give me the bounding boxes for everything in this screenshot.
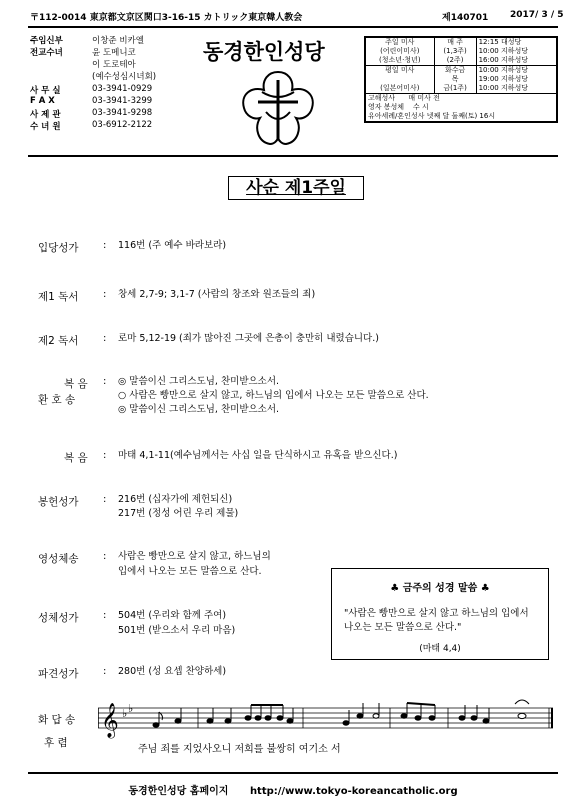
entry-line: 마태 4,1-11(예수님께서는 사십 일을 단식하시고 유혹을 받으신다.)	[118, 450, 398, 461]
info-value: 03-3941-0929	[92, 84, 153, 94]
sched-cell: 평일 미사 (일본어미사)	[366, 66, 435, 94]
entry-label: 파견성가	[38, 668, 79, 680]
info-value: 이 도로테아	[92, 60, 136, 70]
entry-line: ◎ 말씀이신 그리스도님, 찬미받으소서.	[118, 404, 280, 415]
entry-line: 입에서 나오는 모든 말씀으로 산다.	[118, 566, 262, 577]
entry-line: 116번 (주 예수 바라보라)	[118, 240, 227, 251]
entry-line: 217번 (정성 어린 우리 제물)	[118, 508, 239, 519]
svg-text:𝄞: 𝄞	[101, 703, 119, 738]
colon: :	[103, 551, 107, 562]
church-logo-icon	[236, 68, 320, 150]
info-value: 03-3941-9298	[92, 108, 153, 118]
church-name: 동경한인성당	[203, 40, 325, 64]
issue-date: 2017/ 3 / 5	[510, 10, 564, 20]
entry-label: 입당성가	[38, 242, 79, 254]
entry-line: 로마 5,12-19 (죄가 많아진 그곳에 은총이 충만히 내렸습니다.)	[118, 333, 379, 344]
colon: :	[103, 333, 107, 344]
refrain-lyrics: 주님 죄를 지었사오니 저희를 불쌍히 여기소 서	[138, 744, 341, 755]
refrain-label: 후 렴	[44, 737, 68, 749]
psalm-label: 화 답 송	[38, 714, 76, 726]
entry-line: ○ 사람은 빵만으로 살지 않고, 하느님의 입에서 나오는 모든 말씀으로 산다.	[118, 390, 429, 401]
weekly-word-reference: (마태 4,4)	[419, 644, 461, 654]
info-value: 03-3941-3299	[92, 96, 153, 106]
sched-cell: 고해성사 매 미사 전 영자 봉성체 수 시 유아세례/혼인성사 넷째 달 둘째(토) 16시	[366, 94, 557, 122]
colon: :	[103, 376, 107, 387]
church-address: 〒112-0014 東京都文京区関口3-16-15 カトリック東京韓人教会	[30, 13, 303, 23]
svg-text:♭: ♭	[128, 702, 134, 715]
issue-number: 제140701	[442, 13, 489, 23]
sched-cell: 10:00 지하성당 19:00 지하성당 10:00 지하성당	[476, 66, 556, 94]
info-value: 03-6912-2122	[92, 120, 153, 130]
homepage-label: 동경한인성당 홈페이지	[128, 786, 229, 797]
entry-label: 복 음	[64, 452, 88, 464]
sched-cell: 매 주 (1,3주) (2주)	[434, 38, 476, 66]
entry-label: 성체성가	[38, 612, 79, 624]
sched-cell: 주일 미사 (어린이미사) (청소년·청년)	[366, 38, 435, 66]
weekly-word-heading: ♣ 금주의 성경 말씀 ♣	[390, 583, 490, 594]
colon: :	[103, 450, 107, 461]
top-section-divider	[28, 155, 558, 157]
entry-label: 제1 독서	[38, 291, 79, 303]
entry-label: 제2 독서	[38, 335, 79, 347]
entry-label-sub: 환 호 송	[38, 394, 76, 406]
sched-cell: 12:15 대성당 10:00 지하성당 16:00 지하성당	[476, 38, 556, 66]
entry-line: 280번 (성 요셉 찬양하세)	[118, 666, 227, 677]
colon: :	[103, 240, 107, 251]
info-value: 윤 도메니코	[92, 48, 136, 58]
colon: :	[103, 494, 107, 505]
weekly-word-quote: "사람은 빵만으로 살지 않고 하느님의 입에서 나오는 모든 말씀으로 산다."	[344, 608, 529, 633]
entry-label: 복 음	[64, 378, 88, 390]
entry-label: 영성체송	[38, 553, 79, 565]
info-key: 전교수녀	[30, 48, 63, 58]
svg-text:♭: ♭	[122, 707, 128, 720]
entry-label: 봉헌성가	[38, 496, 79, 508]
colon: :	[103, 610, 107, 621]
weekly-word-box	[331, 568, 549, 660]
entry-line: 사람은 빵만으로 살지 않고, 하느님의	[118, 551, 271, 562]
entry-line: 216번 (십자가에 제헌되신)	[118, 494, 233, 505]
sunday-title: 사순 제1주일	[228, 176, 364, 200]
sched-cell: 화수금 목 금(1주)	[434, 66, 476, 94]
colon: :	[103, 289, 107, 300]
info-value: (예수성심시녀회)	[92, 72, 157, 82]
footer-divider	[28, 772, 558, 774]
mass-schedule	[364, 36, 558, 123]
info-value: 이창준 비카엘	[92, 36, 144, 46]
info-key: 수 녀 원	[30, 122, 61, 132]
colon: :	[103, 666, 107, 677]
entry-line: 창세 2,7-9; 3,1-7 (사람의 창조와 원조들의 죄)	[118, 289, 316, 300]
entry-line: ◎ 말씀이신 그리스도님, 찬미받으소서.	[118, 376, 280, 387]
footer	[0, 782, 586, 797]
info-key: F A X	[30, 96, 55, 106]
entry-line: 501번 (받으소서 우리 마음)	[118, 625, 236, 636]
info-key: 주임신부	[30, 36, 63, 46]
info-key: 사 제 관	[30, 110, 61, 120]
header-divider	[28, 26, 558, 28]
entry-line: 504번 (우리와 함께 주여)	[118, 610, 227, 621]
info-key: 사 무 실	[30, 86, 61, 96]
homepage-link[interactable]: http://www.tokyo-koreancatholic.org	[249, 786, 458, 797]
